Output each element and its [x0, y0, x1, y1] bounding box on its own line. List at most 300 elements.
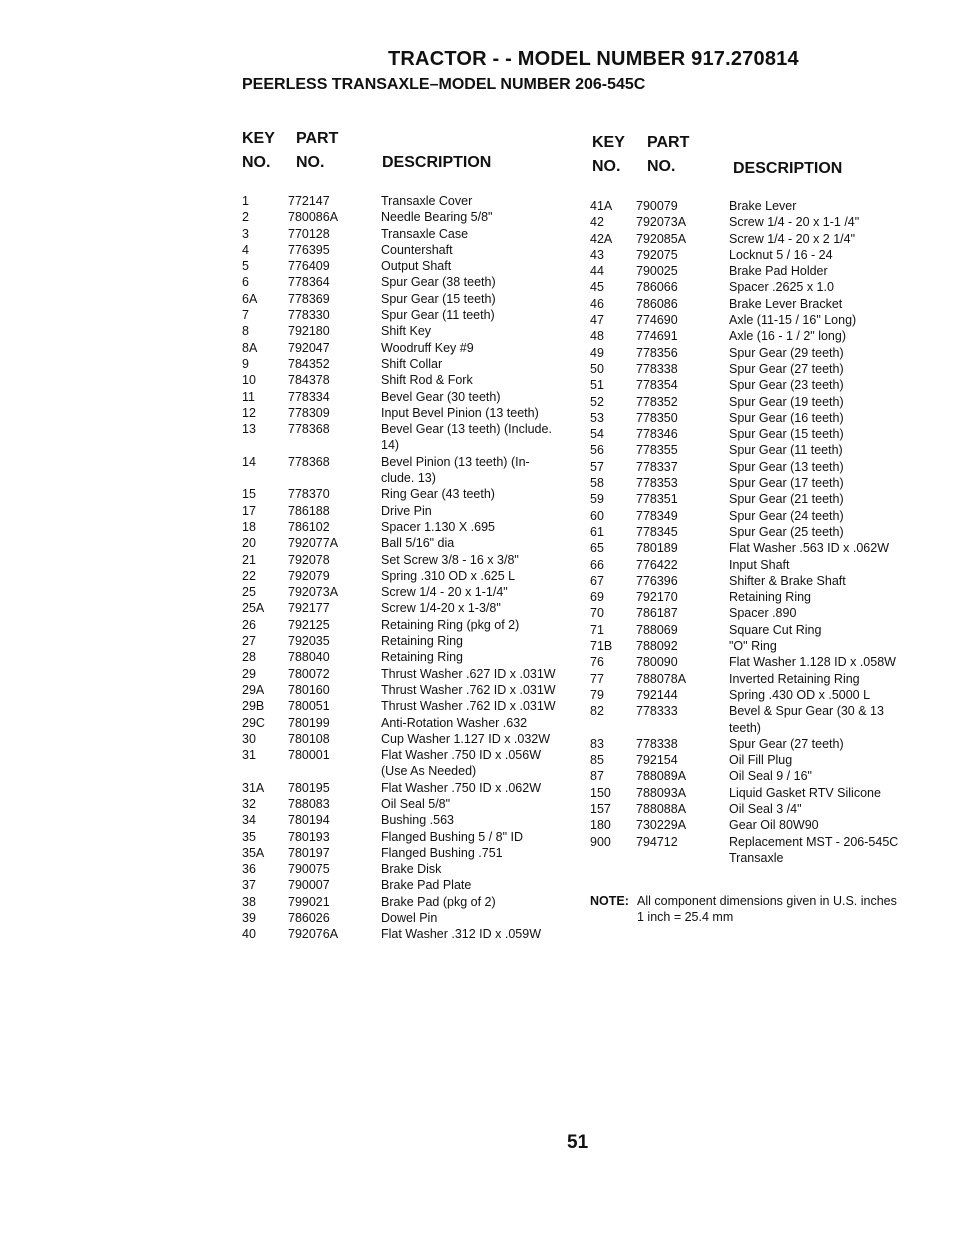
part-number: 792085A [636, 231, 687, 246]
part-number: 780108 [288, 731, 330, 746]
part-description: Woodruff Key #9 [381, 340, 474, 355]
part-description: Retaining Ring [381, 634, 463, 649]
part-number: 780090 [636, 655, 678, 670]
part-description: Spur Gear (24 teeth) [729, 508, 844, 523]
part-number: 799021 [288, 894, 330, 909]
parts-row [590, 459, 924, 475]
part-description: Replacement MST - 206-545C Transaxle [729, 834, 899, 865]
parts-row [242, 698, 581, 714]
page-number: 51 [567, 1132, 589, 1153]
key-number: 40 [242, 927, 256, 942]
key-number: 65 [590, 541, 604, 556]
part-number: 790075 [288, 862, 330, 877]
key-number: 3 [242, 226, 249, 241]
key-number: 29A [242, 682, 265, 697]
part-number: 778368 [288, 422, 330, 437]
part-description: Brake Pad Holder [729, 264, 828, 279]
parts-row [242, 454, 581, 487]
parts-row [590, 752, 924, 768]
key-number: 52 [590, 394, 604, 409]
part-number: 790079 [636, 199, 678, 213]
part-number: 780086A [288, 210, 339, 225]
part-description: Needle Bearing 5/8" [381, 210, 493, 225]
key-number: 29B [242, 699, 265, 714]
key-number: 51 [590, 378, 604, 393]
parts-row [590, 671, 924, 687]
part-number: 786026 [288, 911, 330, 926]
parts-row [590, 394, 924, 410]
key-number: 5 [242, 259, 249, 274]
page-subtitle: PEERLESS TRANSAXLE–MODEL NUMBER 206-545C [242, 76, 646, 93]
parts-row [590, 345, 924, 361]
part-description: Retaining Ring [729, 590, 811, 605]
part-number: 786187 [636, 606, 678, 621]
part-number: 778353 [636, 476, 678, 491]
key-number: 13 [242, 422, 256, 437]
part-number: 788069 [636, 622, 678, 637]
key-number: 66 [590, 557, 604, 572]
part-number: 778355 [636, 443, 678, 458]
part-description: Ball 5/16" dia [381, 536, 455, 551]
part-number: 778354 [636, 378, 678, 393]
key-number: 67 [590, 573, 604, 588]
description-header: DESCRIPTION [382, 154, 492, 171]
parts-row [242, 307, 581, 323]
key-number: 32 [242, 796, 256, 811]
part-description: Flat Washer .563 ID x .062W [729, 541, 890, 556]
key-number: 43 [590, 247, 604, 262]
part-number: 780001 [288, 748, 330, 763]
parts-row [590, 279, 924, 295]
key-number: 61 [590, 524, 604, 539]
part-number: 788088A [636, 801, 687, 816]
parts-row [242, 845, 581, 861]
part-description: Set Screw 3/8 - 16 x 3/8" [381, 552, 519, 567]
parts-row [242, 780, 581, 796]
key-number: 6A [242, 291, 258, 306]
part-description: Spur Gear (13 teeth) [729, 459, 844, 474]
part-description: Brake Pad Plate [381, 878, 472, 893]
part-number: 778338 [636, 736, 678, 751]
parts-row [590, 801, 924, 817]
part-number: 778333 [636, 704, 678, 719]
parts-row [590, 573, 924, 589]
part-description: Bevel Pinion (13 teeth) (In- clude. 13) [381, 454, 530, 486]
part-description: Brake Lever Bracket [729, 296, 843, 311]
key-number: 157 [590, 801, 611, 816]
part-number: 780051 [288, 699, 330, 714]
part-description: Spacer .890 [729, 606, 797, 621]
part-description: Cup Washer 1.127 ID x .032W [381, 731, 551, 746]
parts-row [590, 785, 924, 801]
part-number: 792125 [288, 617, 330, 632]
part-number: 776395 [288, 242, 330, 257]
parts-row [590, 214, 924, 230]
part-description: Gear Oil 80W90 [729, 818, 819, 833]
page-title: TRACTOR - - MODEL NUMBER 917.270814 [388, 48, 799, 70]
parts-row [242, 552, 581, 568]
parts-row [242, 356, 581, 372]
part-number: 778368 [288, 454, 330, 469]
part-description: Spur Gear (15 teeth) [381, 291, 496, 306]
part-description: Flat Washer .312 ID x .059W [381, 927, 542, 942]
part-description: Shifter & Brake Shaft [729, 573, 846, 588]
part-number: 788092 [636, 639, 678, 654]
part-description: Flat Washer 1.128 ID x .058W [729, 655, 896, 670]
part-description: Flat Washer .750 ID x .062W [381, 780, 542, 795]
parts-row [590, 605, 924, 621]
key-number: 4 [242, 242, 249, 257]
parts-row [590, 703, 924, 736]
part-description: Screw 1/4 - 20 x 2 1/4" [729, 231, 856, 246]
part-number: 792144 [636, 687, 678, 702]
part-number: 792177 [288, 601, 330, 616]
part-number: 780189 [636, 541, 678, 556]
note-label: NOTE: [590, 894, 629, 908]
part-description: Thrust Washer .627 ID x .031W [381, 666, 556, 681]
part-description: Spur Gear (25 teeth) [729, 524, 844, 539]
key-number: 71 [590, 622, 604, 637]
parts-row [590, 296, 924, 312]
part-description: Spur Gear (21 teeth) [729, 492, 844, 507]
right-parts-list [590, 198, 924, 866]
part-description: Bevel & Spur Gear (30 & 13 teeth) [729, 704, 884, 735]
part-number: 794712 [636, 834, 678, 849]
key-number: 46 [590, 296, 604, 311]
part-description: Screw 1/4 - 20 x 1-1/4" [381, 585, 508, 600]
part-number: 774691 [636, 329, 678, 344]
part-description: Oil Seal 5/8" [381, 796, 451, 811]
part-number: 790025 [636, 264, 678, 279]
part-number: 792076A [288, 927, 339, 942]
part-description: Bushing .563 [381, 813, 454, 828]
key-number: 35 [242, 829, 256, 844]
part-header-top: PART [296, 130, 339, 147]
part-description: Brake Pad (pkg of 2) [381, 894, 496, 909]
parts-row [242, 796, 581, 812]
key-number: 35A [242, 845, 265, 860]
key-number: 7 [242, 308, 249, 323]
parts-row [590, 426, 924, 442]
parts-row [590, 475, 924, 491]
key-number: 44 [590, 264, 604, 279]
key-number: 20 [242, 536, 256, 551]
parts-row [590, 377, 924, 393]
part-number: 778350 [636, 410, 678, 425]
part-description: "O" Ring [729, 639, 777, 654]
parts-row [590, 654, 924, 670]
part-description: Thrust Washer .762 ID x .031W [381, 699, 556, 714]
parts-row [242, 715, 581, 731]
part-number: 786086 [636, 296, 678, 311]
part-description: Brake Disk [381, 862, 442, 877]
part-number: 792079 [288, 568, 330, 583]
part-description: Spacer .2625 x 1.0 [729, 280, 834, 295]
part-number: 778338 [636, 361, 678, 376]
key-number: 42A [590, 231, 613, 246]
part-number: 780195 [288, 780, 330, 795]
parts-row [242, 617, 581, 633]
parts-row [590, 410, 924, 426]
part-description: Spring .430 OD x .5000 L [729, 687, 871, 702]
part-description: Spur Gear (29 teeth) [729, 345, 844, 360]
part-description: Retaining Ring [381, 650, 463, 665]
part-description: Ring Gear (43 teeth) [381, 487, 495, 502]
parts-row [590, 557, 924, 573]
parts-row [590, 687, 924, 703]
part-description: Thrust Washer .762 ID x .031W [381, 682, 556, 697]
part-description: Shift Key [381, 324, 432, 339]
parts-row [242, 682, 581, 698]
part-number: 792154 [636, 753, 678, 768]
part-number: 778309 [288, 405, 330, 420]
parts-row [590, 263, 924, 279]
key-number: 29C [242, 715, 265, 730]
part-description: Input Shaft [729, 557, 790, 572]
key-number: 50 [590, 361, 604, 376]
part-number: 792170 [636, 590, 678, 605]
part-description: Spur Gear (11 teeth) [729, 443, 843, 458]
part-number: 776422 [636, 557, 678, 572]
part-description: Spur Gear (11 teeth) [381, 308, 495, 323]
part-number: 778364 [288, 275, 330, 290]
part-number: 778330 [288, 308, 330, 323]
part-number: 786066 [636, 280, 678, 295]
part-description: Inverted Retaining Ring [729, 671, 860, 686]
part-description: Anti-Rotation Washer .632 [381, 715, 528, 730]
part-number: 792047 [288, 340, 330, 355]
parts-row [242, 731, 581, 747]
key-number: 48 [590, 329, 604, 344]
key-number: 14 [242, 454, 256, 469]
parts-row [590, 491, 924, 507]
parts-row [242, 421, 581, 454]
part-description: Screw 1/4 - 20 x 1-1 /4" [729, 215, 860, 230]
parts-row [242, 193, 581, 209]
key-number: 34 [242, 813, 256, 828]
parts-row [242, 323, 581, 339]
part-number: 772147 [288, 194, 330, 208]
key-number: 25A [242, 601, 265, 616]
part-description: Liquid Gasket RTV Silicone [729, 785, 881, 800]
parts-row [242, 568, 581, 584]
part-number: 780199 [288, 715, 330, 730]
part-number: 792073A [288, 585, 339, 600]
part-description: Oil Fill Plug [729, 753, 793, 768]
parts-row [590, 442, 924, 458]
part-number: 788089A [636, 769, 687, 784]
key-number: 83 [590, 736, 604, 751]
key-number: 77 [590, 671, 604, 686]
parts-row [242, 503, 581, 519]
key-header-bottom: NO. [592, 158, 621, 175]
parts-row [242, 877, 581, 893]
key-number: 10 [242, 373, 256, 388]
part-description: Axle (11-15 / 16" Long) [729, 313, 857, 328]
key-number: 70 [590, 606, 604, 621]
parts-row [242, 291, 581, 307]
key-number: 8 [242, 324, 249, 339]
part-number: 788093A [636, 785, 687, 800]
part-number: 778337 [636, 459, 678, 474]
part-number: 784378 [288, 373, 330, 388]
key-header-bottom: NO. [242, 154, 271, 171]
key-header-top: KEY [242, 130, 275, 147]
parts-row [242, 535, 581, 551]
key-number: 87 [590, 769, 604, 784]
parts-row [242, 649, 581, 665]
part-number: 792180 [288, 324, 330, 339]
part-number: 788040 [288, 650, 330, 665]
dimensions-note [590, 893, 897, 925]
part-description: Bevel Gear (13 teeth) (Include. 14) [381, 422, 552, 453]
parts-row [242, 633, 581, 649]
key-number: 47 [590, 313, 604, 328]
key-number: 180 [590, 818, 611, 833]
key-number: 11 [242, 389, 255, 404]
part-description: Spur Gear (23 teeth) [729, 378, 844, 393]
key-number: 76 [590, 655, 604, 670]
part-description: Spur Gear (15 teeth) [729, 427, 844, 442]
key-number: 27 [242, 634, 256, 649]
part-description: Bevel Gear (30 teeth) [381, 389, 501, 404]
key-number: 58 [590, 476, 604, 491]
key-number: 71B [590, 639, 613, 654]
part-description: Spur Gear (27 teeth) [729, 736, 844, 751]
parts-row [590, 817, 924, 833]
key-number: 37 [242, 878, 256, 893]
part-number: 792077A [288, 536, 339, 551]
key-number: 15 [242, 487, 256, 502]
key-number: 79 [590, 687, 604, 702]
parts-row [590, 768, 924, 784]
key-number: 18 [242, 519, 256, 534]
part-description: Input Bevel Pinion (13 teeth) [381, 405, 539, 420]
part-description: Spring .310 OD x .625 L [381, 568, 516, 583]
part-number: 792078 [288, 552, 330, 567]
part-header-top: PART [647, 134, 690, 151]
key-number: 54 [590, 427, 604, 442]
part-description: Spur Gear (16 teeth) [729, 410, 844, 425]
part-number: 778346 [636, 427, 678, 442]
part-description: Oil Seal 9 / 16" [729, 769, 812, 784]
parts-row [242, 209, 581, 225]
parts-row [242, 812, 581, 828]
part-description: Square Cut Ring [729, 622, 822, 637]
part-number: 778351 [636, 492, 678, 507]
part-number: 778369 [288, 291, 330, 306]
part-description: Spur Gear (17 teeth) [729, 476, 844, 491]
parts-row [590, 312, 924, 328]
key-number: 49 [590, 345, 604, 360]
left-parts-list [242, 193, 581, 943]
key-number: 41A [590, 199, 613, 213]
key-number: 12 [242, 405, 256, 420]
part-number: 778349 [636, 508, 678, 523]
parts-row [242, 519, 581, 535]
parts-row [590, 638, 924, 654]
key-number: 22 [242, 568, 256, 583]
parts-row [242, 226, 581, 242]
part-description: Oil Seal 3 /4" [729, 801, 802, 816]
key-number: 69 [590, 590, 604, 605]
parts-row [242, 910, 581, 926]
key-number: 59 [590, 492, 604, 507]
parts-row [590, 524, 924, 540]
part-description: Transaxle Cover [381, 194, 473, 208]
parts-row [242, 894, 581, 910]
parts-row [242, 747, 581, 780]
parts-row [590, 247, 924, 263]
part-number: 792035 [288, 634, 330, 649]
part-number: 776409 [288, 259, 330, 274]
key-number: 57 [590, 459, 604, 474]
key-number: 31A [242, 780, 265, 795]
key-number: 36 [242, 862, 256, 877]
parts-row [242, 486, 581, 502]
key-number: 17 [242, 503, 256, 518]
parts-row [242, 258, 581, 274]
key-number: 82 [590, 704, 604, 719]
parts-row [242, 274, 581, 290]
key-number: 28 [242, 650, 256, 665]
parts-row [590, 508, 924, 524]
part-description: Flat Washer .750 ID x .056W (Use As Needed) [381, 748, 542, 779]
part-number: 780160 [288, 682, 330, 697]
parts-row [242, 926, 581, 942]
note-text: All component dimensions given in U.S. inches 1 inch = 25.4 mm [637, 894, 897, 924]
key-number: 30 [242, 731, 256, 746]
part-header-bottom: NO. [647, 158, 676, 175]
part-number: 786102 [288, 519, 330, 534]
parts-row [242, 389, 581, 405]
parts-row [242, 340, 581, 356]
part-description: Spur Gear (27 teeth) [729, 361, 844, 376]
parts-row [242, 861, 581, 877]
key-number: 26 [242, 617, 256, 632]
part-number: 776396 [636, 573, 678, 588]
part-number: 778334 [288, 389, 330, 404]
part-number: 778356 [636, 345, 678, 360]
part-number: 780193 [288, 829, 330, 844]
key-number: 150 [590, 785, 611, 800]
key-number: 60 [590, 508, 604, 523]
part-description: Transaxle Case [381, 226, 469, 241]
part-number: 784352 [288, 356, 330, 371]
parts-row [590, 622, 924, 638]
key-number: 900 [590, 834, 611, 849]
part-number: 788078A [636, 671, 687, 686]
part-description: Screw 1/4-20 x 1-3/8" [381, 601, 501, 616]
key-number: 56 [590, 443, 604, 458]
part-header-bottom: NO. [296, 154, 325, 171]
parts-row [590, 834, 924, 867]
key-number: 31 [242, 748, 256, 763]
parts-row [242, 666, 581, 682]
part-description: Spur Gear (19 teeth) [729, 394, 844, 409]
parts-row [242, 242, 581, 258]
key-number: 6 [242, 275, 249, 290]
part-description: Flanged Bushing 5 / 8" ID [381, 829, 524, 844]
parts-row [590, 361, 924, 377]
description-header: DESCRIPTION [733, 160, 843, 177]
part-number: 778345 [636, 524, 678, 539]
part-description: Shift Collar [381, 356, 443, 371]
part-description: Drive Pin [381, 503, 432, 518]
key-header-top: KEY [592, 134, 625, 151]
key-number: 85 [590, 753, 604, 768]
parts-row [242, 829, 581, 845]
